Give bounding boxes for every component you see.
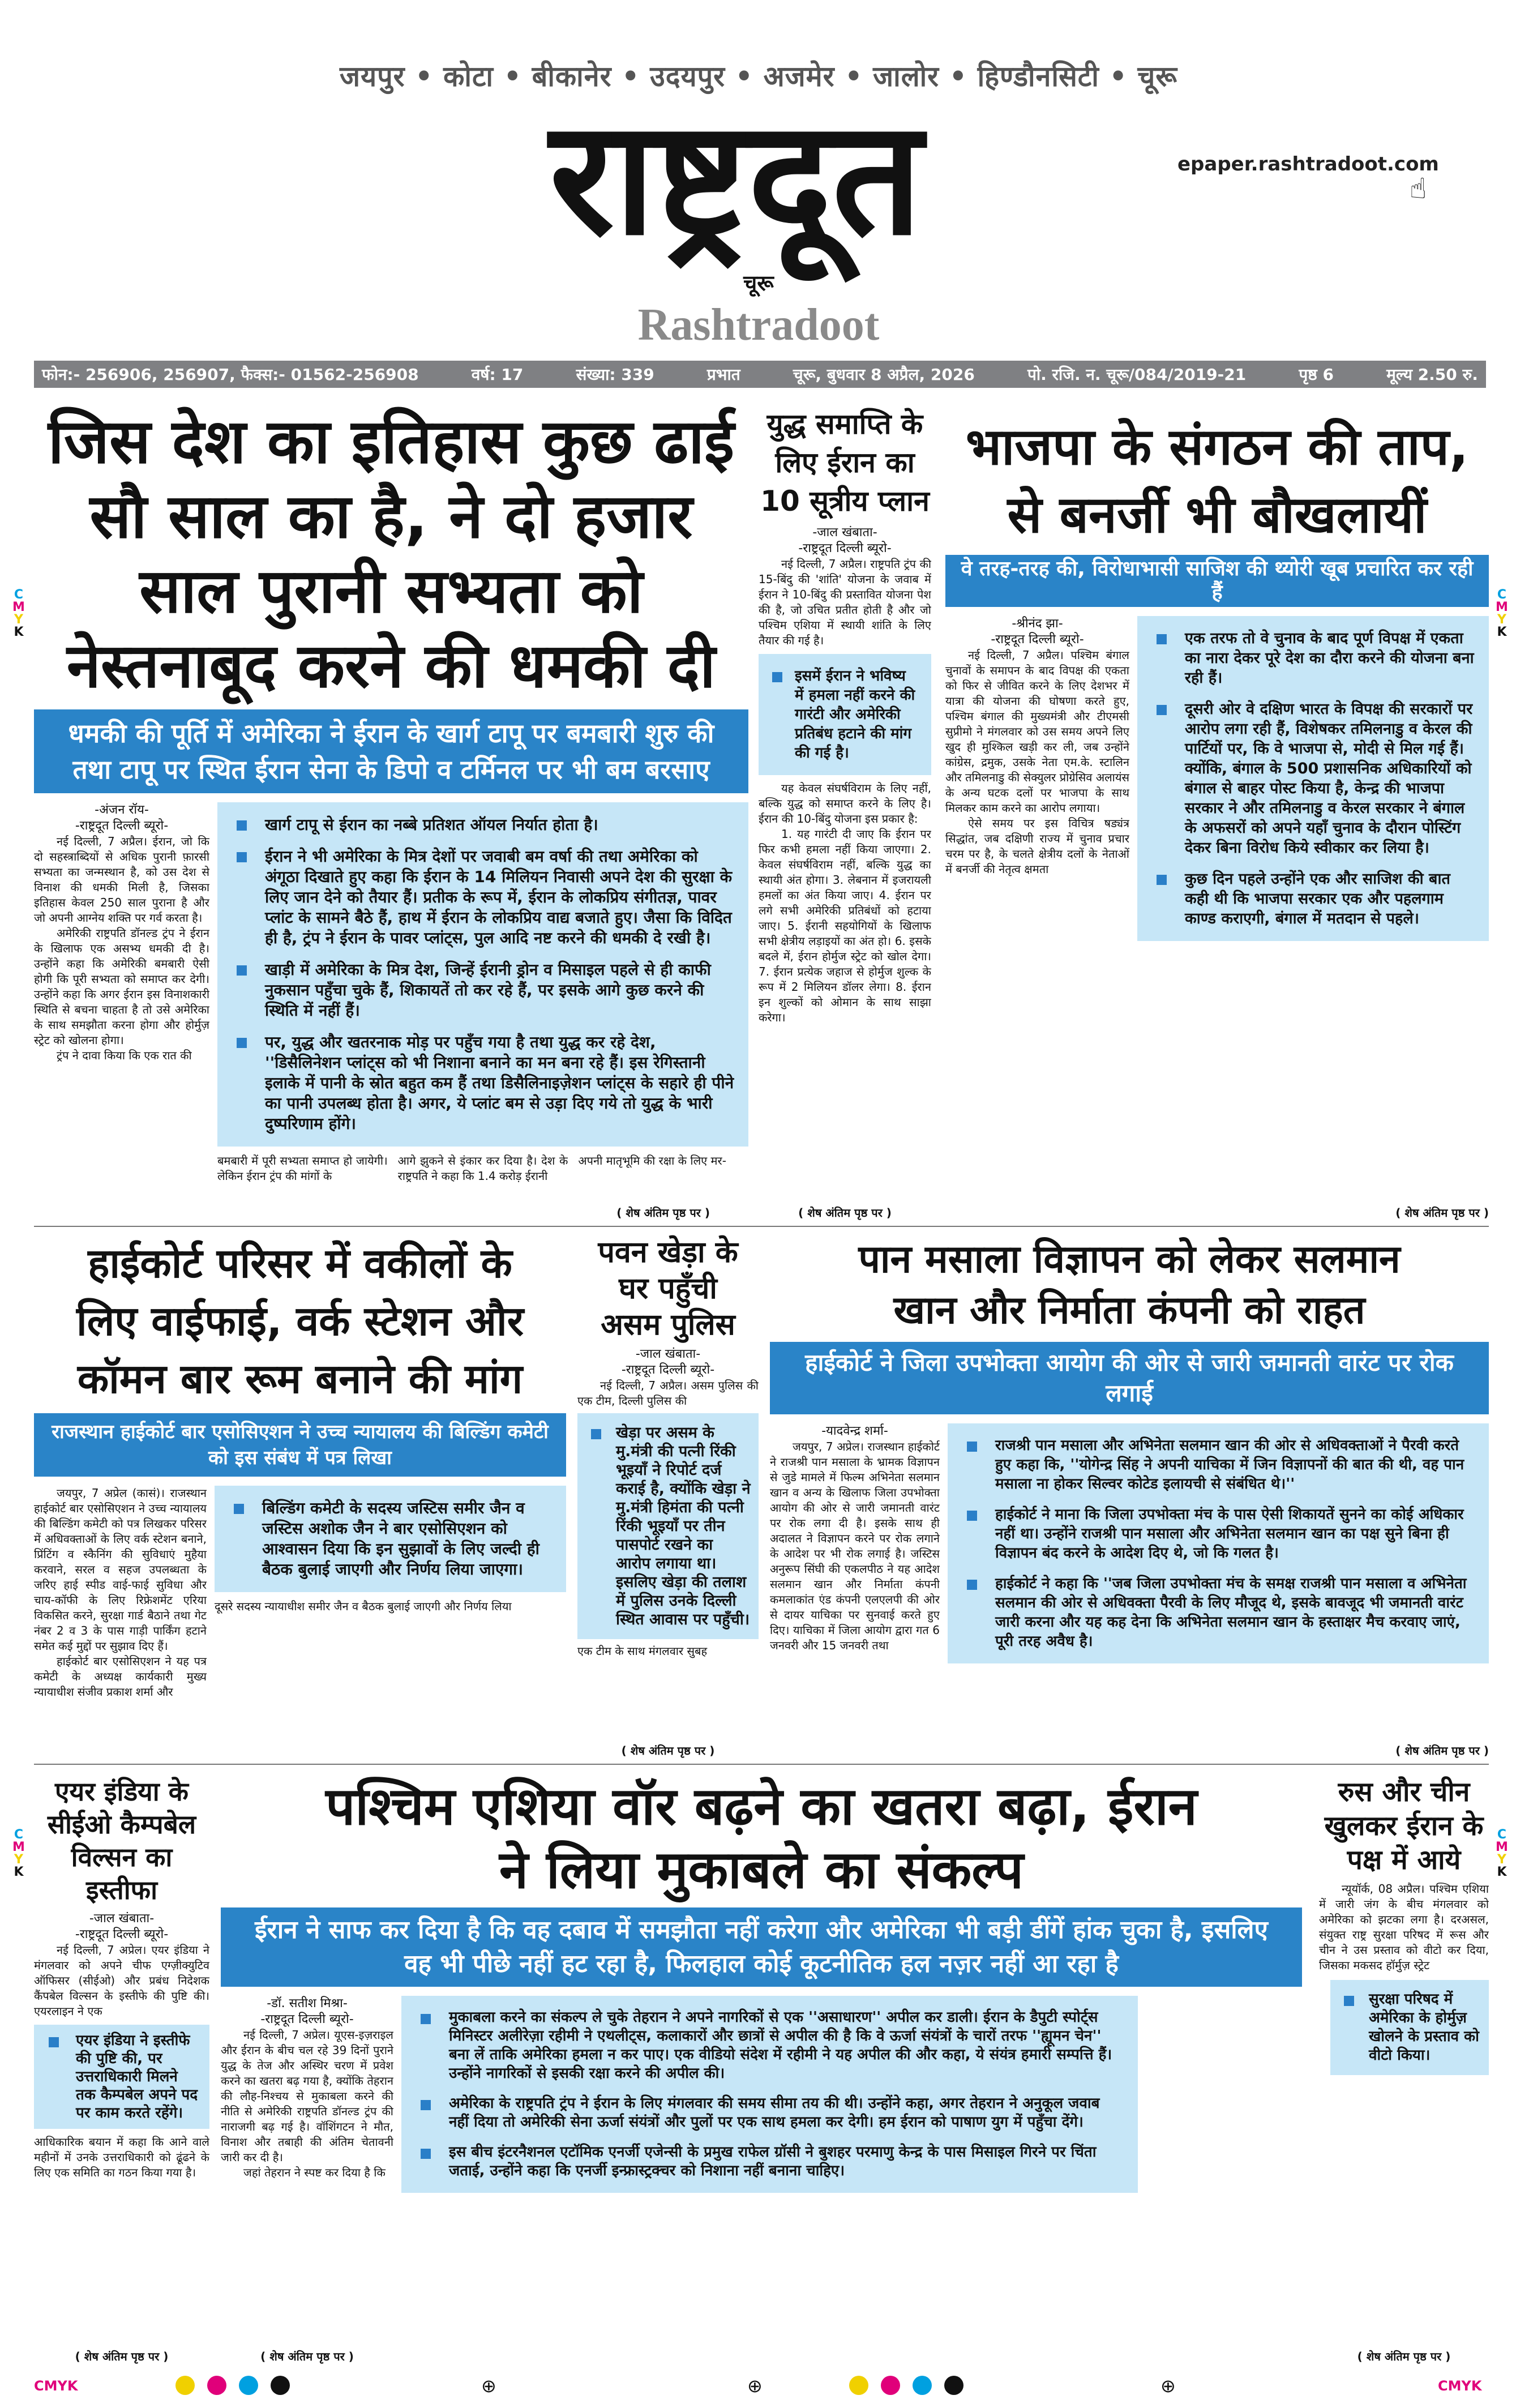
highlight-item: हाईकोर्ट ने माना कि जिला उपभोक्ता मंच के पास ऐसी शिकायतें सुनने का कोई अधिकार नहीं था। उन्होंने राजश्री पान मसाला और अभिनेता सलमान खान का पक्ष सुने बिना ही विज्ञापन बंद करने के आदेश दिए थे, जो कि गलत है। [961,1505,1475,1563]
registration: पो. रजि. न. चूरू/084/2019-21 [1027,365,1247,384]
bureau: -राष्ट्रदूत दिल्ली ब्यूरो- [260,2012,354,2026]
english-name: Rashtradoot [637,300,880,350]
cmyk-mark: C M Y K [12,588,25,639]
bullet-square-icon [591,1429,601,1439]
bullet-square-icon [1157,705,1167,715]
continued-note[interactable]: ( शेष अंतिम पृष्ठ पर ) [75,2350,169,2363]
a3-article [945,413,1489,1220]
highlight-item: बिल्डिंग कमेटी के सदस्य जस्टिस समीर जैन व जस्टिस अशोक जैन ने बार एसोसिएशन को आश्वासन दिया कि इन सुझावों के लिए जल्दी ही बैठक बुलाई जाएगी और निर्णय लिया जाएगा। [228,1498,553,1580]
bullet-square-icon [1157,875,1167,885]
color-registration-dots [175,2376,290,2395]
a5-article [577,1234,759,1758]
a1-tail: बमबारी में पूरी सभ्यता समाप्त हो जायेगी। लेकिन ईरान ट्रंप की मांगों के [217,1154,388,1183]
a1-tail: आगे झुकने से इंकार कर दिया है। देश के राष्ट्रपति ने कहा कि 1.4 करोड़ ईरानी [397,1154,568,1183]
bullet-square-icon [772,672,782,682]
a6-highlights [948,1423,1489,1663]
bullet-square-icon [237,820,247,831]
bullet-square-icon [967,1580,977,1590]
bullet-square-icon [967,1511,977,1521]
highlight-item: खेड़ा पर असम के मु.मंत्री की पत्नी रिंकी भूइयाँ ने रिपोर्ट दर्ज कराई है, क्योंकि खेड़ा ने मु.मंत्री हिमंता की पत्नी रिंकी भूइयाँ पर तीन पासपोर्ट रखने का आरोप लगाया था। इसलिए खेड़ा की तलाश में पुलिस उनके दिल्ली स्थित आवास पर पहुँची। [585,1423,751,1629]
a9-column [1319,1881,1489,1973]
a4-tail: दूसरे सदस्य न्यायाधीश समीर जैन व बैठक बुलाई जाएगी और निर्णय लिया [215,1599,512,1613]
cmyk-mark: C M Y K [12,1828,25,1879]
highlight-item: इस बीच इंटरनैशनल एटॉमिक एनर्जी एजेन्सी के प्रमुख राफेल ग्रॉसी ने बुशहर परमाणु केन्द्र के पास मिसाइल गिरने पर चिंता जताई, उन्होंने कहा कि एनर्जी इन्फ्रास्ट्रक्चर को निशाना नहीं बनाना चाहिए। [415,2143,1124,2180]
author: -श्रीनंद झा- [1012,617,1063,631]
author: -यादवेन्द्र शर्मा- [821,1424,888,1438]
a2-body [759,781,931,1205]
a4-highlights [215,1486,566,1592]
paragraph: नई दिल्ली, 7 अप्रेल। यूएस-इज़राइल और ईरान के बीच चल रहे 39 दिनों पुराने युद्ध के तेज और अस्थिर चरण में प्रवेश करने का खतरा बढ़ गया है, क्योंकि तेहरान की लौह-निश्चय से मुकाबला करने की नीति से अमेरिकी राष्ट्रपति डॉनल्ड ट्रंप की नाराजगी बढ़ गई है। वॉशिंगटन ने मौत, विनाश और तबाही की अंतिम चेतावनी जारी कर दी है। [221,2028,393,2164]
year: वर्ष: 17 [471,365,524,384]
a1-column [34,802,209,1220]
a7-tail: आधिकारिक बयान में कहा कि आने वाले महीनों में उनके उत्तराधिकारी को ढूंढने के लिए एक समिति का गठन किया गया है। [34,2135,209,2179]
bureau: -राष्ट्रदूत दिल्ली ब्यूरो- [798,541,892,555]
bullet-square-icon [49,2037,59,2047]
bullet-square-icon [237,965,247,976]
paragraph: नई दिल्ली, 7 अप्रैल। असम पुलिस की एक टीम, दिल्ली पुलिस की [577,1379,759,1408]
highlight-item: एयर इंडिया ने इस्तीफे की पुष्टि की, पर उत्तराधिकारी मिलने तक कैम्पबेल अपने पद पर काम करते रहेंगे। [42,2031,202,2122]
a6-banner: हाईकोर्ट ने जिला उपभोक्ता आयोग की ओर से जारी जमानती वारंट पर रोक लगाई [770,1342,1489,1414]
author: -डॉ. सतीश मिश्रा- [267,1996,348,2011]
a3-headline: भाजपा के संगठन की ताप, से बनर्जी भी बौखलायीं [965,417,1469,545]
bureau: -राष्ट्रदूत दिल्ली ब्यूरो- [621,1363,715,1377]
continued-note[interactable]: ( शेष अंतिम पृष्ठ पर ) [1395,1744,1489,1757]
a8-column [221,1996,393,2364]
highlight-item: खाड़ी में अमेरिका के मित्र देश, जिन्हें ईरानी ड्रोन व मिसाइल पहले से ही काफी नुकसान पहुँचा चुके हैं, शिकायतें तो कर रहे हैं, पर इसके आगे कुछ करने की स्थिति में नहीं हैं। [231,960,735,1021]
a2-highlights [759,654,931,775]
a4-banner: राजस्थान हाईकोर्ट बार एसोसिएशन ने उच्च न्यायालय की बिल्डिंग कमेटी को इस संबंध में पत्र लिखा [34,1413,566,1477]
a1-banner: धमकी की पूर्ति में अमेरिका ने ईरान के खार्ग टापू पर बमबारी शुरु की तथा टापू पर स्थित ईरान सेना के डिपो व टर्मिनल पर भी बम बरसाए [34,709,748,793]
bullet-square-icon [421,2149,431,2159]
page-count: पृष्ठ 6 [1299,365,1334,384]
contact-numbers: फोन:- 256906, 256907, फैक्स:- 01562-256908 [42,365,419,384]
paragraph: नई दिल्ली, 7 अप्रेल। एयर इंडिया ने मंगलवार को अपने चीफ एग्ज़ीक्युटिव ऑफिसर (सीईओ) और प्रबंध निदेशक कैंपबेल विल्सन के इस्तीफे की पुष्टि की। एयरलाइन ने एक [34,1943,209,2018]
highlight-item: ईरान ने भी अमेरिका के मित्र देशों पर जवाबी बम वर्षा की तथा अमेरिका को अंगूठा दिखाते हुए कहा कि ईरान के 14 मिलियन निवासी अपने देश की सुरक्षा के लिए जान देने को तैयार हैं। प्रतीक के रूप में, ईरान के लोकप्रिय संगीतज्ञ, पावर प्लांट के सामने बैठे हैं, हाथ में ईरान के लोकप्रिय वाद्य बजाते हुए। जैसा कि विदित ही है, ट्रंप ने ईरान के पावर प्लांट्स, पुल आदि नष्ट करने की धमकी दे रखी है। [231,846,735,948]
edition-label: प्रभात [706,365,740,384]
epaper-link[interactable]: epaper.rashtradoot.com [1177,153,1439,176]
bullet-square-icon [237,852,247,862]
highlight-item: मुकाबला करने का संकल्प ले चुके तेहरान ने अपने नागरिकों से एक ''असाधारण'' अपील कर डाली। ईरान के डैपुटी स्पोर्ट्स मिनिस्टर अलीरेज़ा रहीमी ने एथलीट्स, कलाकारों और छात्रों से अपील की है कि वे ऊर्जा संयंत्रों के चारों तरफ ''ह्यूमन चेन'' बना लें ताकि अमेरिका हमला न कर पाए। एक वीडियो संदेश में रहीमी ने यह अपील की और कहा, ये संयंत्र हमारी सम्पत्ति हैं। उन्होंने नागरिकों से इसकी रक्षा करने की अपील की। [415,2008,1124,2083]
paragraph: अमेरिकी राष्ट्रपति डॉनल्ड ट्रंप ने ईरान के खिलाफ एक असभ्य धमकी दी है। उन्होंने कहा कि अमेरिकी बमबारी ऐसी होगी कि पूरी सभ्यता को समाप्त कर देगी। उन्होंने कहा कि अगर ईरान इस विनाशकारी स्थिति से बचना चाहता है तो उसे अमेरिका के साथ समझौता करना होगा और होर्मुज़ स्ट्रेट को खोलना होगा। [34,926,209,1047]
highlight-item: हाईकोर्ट ने कहा कि ''जब जिला उपभोक्ता मंच के समक्ष राजश्री पान मसाला व अभिनेता सलमान की ओर से अधिवक्ता पैरवी के लिए मौजूद थे, इसके बावजूद भी जमानती वारंट जारी करना और यह कह देना कि अभिनेता सलमान खान के हस्ताक्षर मैच करवाए जाएं, पूरी तरह अवैध है। [961,1574,1475,1651]
continued-note[interactable]: ( शेष अंतिम पृष्ठ पर ) [1357,2350,1451,2363]
date: चूरू, बुधवार 8 अप्रैल, 2026 [793,365,975,384]
author: -जाल खंबाता- [89,1911,155,1926]
paragraph: हाईकोर्ट बार एसोसिएशन ने यह पत्र कमेटी के अध्यक्ष कार्यकारी मुख्य न्यायाधीश संजीव प्रकाश शर्मा और [34,1654,207,1699]
a1-highlights [217,802,748,1147]
paragraph: यह केवल संघर्षविराम के लिए नहीं, बल्कि युद्ध को समाप्त करने के लिए है। ईरान की 10-बिंदु योजना इस प्रकार है: [759,781,931,826]
a2-article [759,405,931,1220]
author: -अंजन रॉय- [95,803,149,817]
paragraph: जहां तेहरान ने स्पष्ट कर दिया है कि [243,2166,386,2179]
a3-banner: वे तरह-तरह की, विरोधाभासी साजिश की थ्योरी खूब प्रचारित कर रही हैं [945,555,1489,607]
paragraph: नई दिल्ली, 7 अप्रैल। राष्ट्रपति ट्रंप की 15-बिंदु की 'शांति' योजना के जवाब में ईरान ने 10-बिंदु की प्रस्तावित योजना पेश की है, जो उचित प्रतीत होती है और जो पश्चिम एशिया में स्थायी शांति के लिए तैयार की गई है। [759,557,931,647]
paragraph: ऐसे समय पर इस विचित्र षड्यंत्र सिद्धांत, जब दक्षिणी राज्य में चुनाव प्रचार चरम पर है, के चलते क्षेत्रीय दलों के नेताओं में बनर्जी की नेतृत्व क्षमता [945,816,1129,876]
hand-pointer-icon: ☝ [1410,172,1427,205]
bullet-square-icon [967,1442,977,1452]
a6-headline: पान मसाला विज्ञापन को लेकर सलमान खान और निर्माता कंपनी को राहत [858,1237,1401,1333]
cmyk-label: CMYK [1438,2378,1482,2394]
registration-crosshair-icon: ⊕ [1160,2375,1176,2397]
highlight-item: सुरक्षा परिषद में अमेरिका के होर्मुज़ खोलने के प्रस्ताव को वीटो किया। [1337,1990,1482,2065]
a1-article [34,405,748,1220]
a4-headline: हाईकोर्ट परिसर में वकीलों के लिए वाईफाई, वर्क स्टेशन और कॉमन बार रूम बनाने की मांग [76,1239,524,1402]
bullet-square-icon [1344,1996,1354,2006]
a5-headline: पवन खेड़ा के घर पहुँची असम पुलिस [598,1235,738,1342]
a1-tail: अपनी मातृभूमि की रक्षा के लिए मर- [578,1154,726,1167]
a1-headline: जिस देश का इतिहास कुछ ढाई सौ साल का है, ने दो हजार साल पुरानी सभ्यता को नेस्तनाबूद करने की धमकी दी [48,407,735,702]
cmyk-label: CMYK [34,2378,78,2394]
a8-highlights [401,1996,1138,2193]
bullet-square-icon [237,1038,247,1048]
a5-highlights [577,1413,759,1639]
a9-article [1319,1775,1489,2364]
highlight-item: कुछ दिन पहले उन्होंने एक और साजिश की बात कही थी कि भाजपा सरकार एक और पहलगाम काण्ड कराएगी, बंगाल में मतदान से पहले। [1151,869,1475,929]
highlight-item: अमेरिका के राष्ट्रपति ट्रंप ने ईरान के लिए मंगलवार की समय सीमा तय की थी। उन्होंने कहा, अगर तेहरान ने अनुकूल जवाब नहीं दिया तो अमेरिकी सेना ऊर्जा संयंत्रों और पुलों पर एक साथ हमला कर देगी। हम ईरान को पाषाण युग में पहुँचा देंगे। [415,2094,1124,2132]
masthead-logo: राष्ट्रदूत [549,86,923,271]
a7-headline: एयर इंडिया के सीईओ कैम्पबेल विल्सन का इस्तीफा [47,1776,196,1905]
section-divider [34,1226,1489,1227]
paragraph: 1. यह गारंटी दी जाए कि ईरान पर फिर कभी हमला नहीं किया जाएगा। 2. केवल संघर्षविराम नहीं, बल्कि युद्ध का स्थायी अंत होगा। 3. लेबनान में इजरायली हमलों का अंत किया जाए। 4. ईरान पर लगे सभी अमेरिकी प्रतिबंधों को हटाया जाए। 5. ईरानी सहयोगियों के खिलाफ सभी क्षेत्रीय लड़ाइयों का अंत हो। 6. इसके बदले में, ईरान होर्मुज स्ट्रेट को खोल देगा। 7. ईरान प्रत्येक जहाज से होर्मुज शुल्क के रूप में 2 मिलियन डॉलर लेगा। 8. ईरान इन शुल्कों को ओमान के साथ साझा करेगा। [759,827,931,1024]
cmyk-mark: C M Y K [1496,1828,1508,1879]
bullet-square-icon [1157,634,1167,644]
continued-note[interactable]: ( शेष अंतिम पृष्ठ पर ) [621,1744,715,1757]
a3-column [945,616,1129,1220]
a7-article [34,1775,209,2364]
paragraph: नई दिल्ली, 7 अप्रैल। पश्चिम बंगाल चुनावों के समापन के बाद विपक्ष की एकता को फिर से जीवित करने के लिए देशभर में यात्रा की योजना की घोषणा करते हुए, पश्चिम बंगाल की मुख्यमंत्री और टीएमसी सुप्रीमो ने मंगलवार को उस समय अपने लिए खुद ही मुश्किल खड़ी कर ली, जब उन्होंने कांग्रेस, द्रमुक, उसके नेता एम.के. स्टालिन और तमिलनाडु की सेक्युलर प्रोग्रेसिव अलायंस के अन्य घटक दलों पर भाजपा के साथ मिलकर काम करने का आरोप लगाया। [945,648,1129,815]
bureau: -राष्ट्रदूत दिल्ली ब्यूरो- [75,1927,169,1941]
a4-column [34,1486,207,1758]
highlight-item: पर, युद्ध और खतरनाक मोड़ पर पहुँच गया है तथा युद्ध कर रहे देश, ''डिसैलिनेशन प्लांट्स को भी निशाना बनाने का मन बना रहे हैं। इस रेगिस्तानी इलाके में पानी के स्रोत बहुत कम हैं तथा डिसैलिनाइज़ेशन प्लांट्स के सहारे ही पीने का पानी उपलब्ध होता है। अगर, ये प्लांट बम से उड़ा दिए गये तो युद्ध के भारी दुष्परिणाम होंगे। [231,1032,735,1134]
paragraph: नई दिल्ली, 7 अप्रैल। ईरान, जो कि दो सहस्त्राब्दियों से अधिक पुरानी फ़ारसी सभ्यता का जन्मस्थान है, को उस देश से विनाश की धमकी मिली है, जिसका इतिहास केवल 250 साल पुराना है और जो अपनी आग्नेय शक्ति पर गर्व करता है। [34,835,209,925]
paragraph: जयपुर, 7 अप्रेल। राजस्थान हाईकोर्ट ने राजश्री पान मसाला के भ्रामक विज्ञापन से जुडे मामले में फिल्म अभिनेता सलमान खान व अन्य के खिलाफ जिला उपभोक्ता आयोग की ओर से जारी जमानती वारंट पर रोक लगा दी है। इसके साथ ही अदालत ने विज्ञापन करने पर रोक लगाने के आदेश पर भी रोक लगाई है। जस्टिस अनुरूप सिंघी की एकलपीठ ने यह आदेश सलमान खान और निर्माता कंपनी कमलाकांत एंड कंपनी एलएलपी की ओर से दायर याचिका पर सुनवाई करते हुए दिए। याचिका में जिला आयोग द्वारा गत 6 जनवरी और 15 जनवरी तथा [770,1440,940,1652]
continued-note[interactable]: ( शेष अंतिम पृष्ठ पर ) [260,2350,354,2363]
a4-article [34,1234,566,1758]
author: -जाल खंबाता- [635,1347,701,1361]
a5-tail: एक टीम के साथ मंगलवार सुबह [577,1644,708,1658]
a6-article [770,1234,1489,1758]
registration-crosshair-icon: ⊕ [747,2375,763,2397]
highlight-item: दूसरी ओर वे दक्षिण भारत के विपक्ष की सरकारों पर आरोप लगा रही हैं, विशेषकर तमिलनाडु व केरल की पार्टियों पर, कि वे भाजपा से, मोदी से मिल गई हैं। क्योंकि, बंगाल के 500 प्रशासनिक अधिकारियों को बंगाल से बाहर पोस्ट किया है, केन्द्र की भाजपा सरकार ने और तमिलनाडु व केरल सरकार ने बंगाल के अफसरों को अपने यहाँ चुनाव के दौरान पोस्टिंग देकर बिना विरोध किये स्वीकार कर लिया है। [1151,699,1475,858]
a9-highlights [1330,1980,1489,2075]
author: -जाल खंबाता- [812,525,877,540]
registration-crosshair-icon: ⊕ [481,2375,496,2397]
highlight-item: इसमें ईरान ने भविष्य में हमला नहीं करने की गारंटी और अमेरिकी प्रतिबंध हटाने की मांग की गई है। [772,666,918,763]
a2-headline: युद्ध समाप्ति के लिए ईरान का 10 सूत्रीय प्लान [760,408,930,517]
color-registration-dots [849,2376,963,2395]
info-bar [34,361,1486,388]
paragraph: न्यूयॉर्क, 08 अप्रैल। पश्चिम एशिया में जारी जंग के बीच मंगलवार को अमेरिका को झटका लगा है। दरअसल, संयुक्त राष्ट्र सुरक्षा परिषद में रूस और चीन ने उस प्रस्ताव को वीटो कर दिया, जिसका मकसद हॉर्मुज़ स्ट्रेट [1319,1882,1489,1972]
a9-headline: रुस और चीन खुलकर ईरान के पक्ष में आये [1324,1776,1484,1876]
continued-note[interactable]: ( शेष अंतिम पृष्ठ पर ) [1395,1206,1489,1220]
a6-column [770,1423,940,1758]
continued-note[interactable]: ( शेष अंतिम पृष्ठ पर ) [798,1206,892,1220]
bullet-square-icon [421,2014,431,2024]
a8-banner: ईरान ने साफ कर दिया है कि वह दबाव में समझौता नहीं करेगा और अमेरिका भी बड़ी डींगें हांक चुका है, इसलिए वह भी पीछे नहीं हट रहा है, फिलहाल कोई कूटनीतिक हल नज़र नहीं आ रहा है [221,1907,1302,1987]
edition-city: चूरू [743,271,774,296]
bureau: -राष्ट्रदूत दिल्ली ब्यूरो- [991,632,1084,647]
price: मूल्य 2.50 रु. [1386,365,1478,384]
highlight-item: राजश्री पान मसाला और अभिनेता सलमान खान की ओर से अधिवक्ताओं ने पैरवी करते हुए कहा कि, ''योगेन्द्र सिंह ने अपनी याचिका में जिन विज्ञापनों की बात की थी, वह पान मसाला ना होकर सिल्वर कोटेड इलायची से संबंधित थे।'' [961,1436,1475,1494]
masthead-cities: जयपुर • कोटा • बीकानेर • उदयपुर • अजमेर • जालोर • हिण्डौनसिटी • चूरू [340,60,1177,93]
continued-note[interactable]: ( शेष अंतिम पृष्ठ पर ) [616,1206,710,1220]
bureau: -राष्ट्रदूत दिल्ली ब्यूरो- [75,819,169,833]
highlight-item: खार्ग टापू से ईरान का नब्बे प्रतिशत ऑयल निर्यात होता है। [231,815,735,835]
a3-highlights [1137,616,1489,941]
section-divider [34,1764,1489,1765]
a8-article [221,1775,1302,2364]
paragraph: ट्रंप ने दावा किया कि एक रात की [57,1049,192,1062]
highlight-item: एक तरफ तो वे चुनाव के बाद पूर्ण विपक्ष में एकता का नारा देकर पूरे देश का दौरा करने की योजना बना रही हैं। [1151,628,1475,688]
bullet-square-icon [421,2100,431,2110]
cmyk-mark: C M Y K [1496,588,1508,639]
a7-highlights [34,2025,209,2129]
bullet-square-icon [234,1504,244,1514]
issue-number: संख्या: 339 [576,365,654,384]
paragraph: जयपुर, 7 अप्रेल (कासं)। राजस्थान हाईकोर्ट बार एसोसिएशन ने उच्च न्यायालय की बिल्डिंग कमेटी को पत्र लिखकर परिसर में अधिवक्ताओं के लिए वर्क स्टेशन बनाने, प्रिंटिंग व स्कैनिंग की सुविधाएं मुहैया करवाने, सरल व सहज उपलब्धता के जरिए हाई स्पीड वाई-फाई सुविधा और चाय-कॉफी के लिए रिफ्रेशमेंट एरिया विकसित करने, सुरक्षा गार्ड बैठाने तथा गेट नंबर 2 व 3 के पास गाड़ी पार्किंग हटाने समेत कई मुद्दों पर सुझाव दिए हैं। [34,1486,207,1653]
a8-headline: पश्चिम एशिया वॉर बढ़ने का खतरा बढ़ा, ईरान ने लिया मुकाबले का संकल्प [326,1776,1197,1900]
